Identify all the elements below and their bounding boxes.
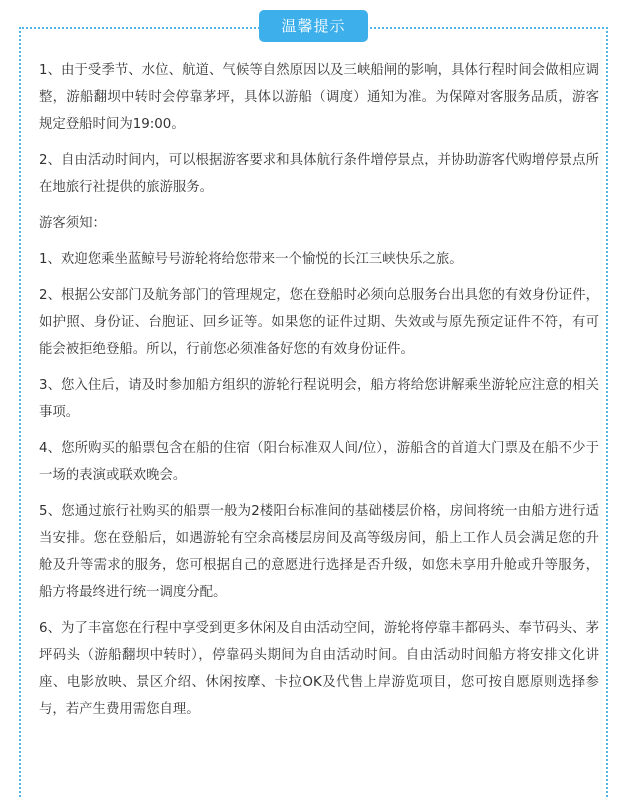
notice-content: [39, 57, 599, 732]
paragraph-welcome: 1、欢迎您乘坐蓝鲸号号游轮将给您带来一个愉悦的长江三峡快乐之旅。: [39, 252, 463, 267]
paragraph-schedule: 1、由于受季节、水位、航道、气候等自然原因以及三峡船闸的影响，具体行程时间会做相应调整，游船翻坝中转时会停靠茅坪，具体以游船（调度）通知为准。为保障对客服务品质，游客规定登船时间为19:00。: [39, 63, 599, 132]
section-heading-guest-notice: 游客须知：: [39, 216, 106, 231]
paragraph-room-upgrade: 5、您通过旅行社购买的船票一般为2楼阳台标准间的基础楼层价格，房间将统一由船方进行适当安排。您在登船后，如遇游轮有空余高楼层房间及高等级房间，船上工作人员会满足您的升舱及升等需求的服务，您可根据自己的意愿进行选择是否升级，如您未享用升舱或升等服务，船方将最终进行统一调度分配。: [39, 504, 599, 600]
paragraph-id-documents: 2、根据公安部门及航务部门的管理规定，您在登船时必须向总服务台出具您的有效身份证件，如护照、身份证、台胞证、回乡证等。如果您的证件过期、失效或与原先预定证件不符，有可能会被拒绝登船。所以，行前您必须准备好您的有效身份证件。: [39, 288, 599, 357]
paragraph-free-time: 2、自由活动时间内，可以根据游客要求和具体航行条件增停景点，并协助游客代购增停景点所在地旅行社提供的旅游服务。: [39, 153, 599, 195]
notice-title: 温馨提示: [259, 10, 368, 42]
paragraph-docking-activities: 6、为了丰富您在行程中享受到更多休闲及自由活动空间，游轮将停靠丰都码头、奉节码头、茅坪码头（游船翻坝中转时），停靠码头期间为自由活动时间。自由活动时间船方将安排文化讲座、电影放映、景区介绍、休闲按摩、卡拉OK及代售上岸游览项目，您可按自愿原则选择参与，若产生费用需您自理。: [39, 621, 599, 717]
paragraph-briefing: 3、您入住后，请及时参加船方组织的游轮行程说明会，船方将给您讲解乘坐游轮应注意的相关事项。: [39, 378, 599, 420]
paragraph-ticket-includes: 4、您所购买的船票包含在船的住宿（阳台标准双人间/位），游船含的首道大门票及在船不少于一场的表演或联欢晚会。: [39, 441, 599, 483]
